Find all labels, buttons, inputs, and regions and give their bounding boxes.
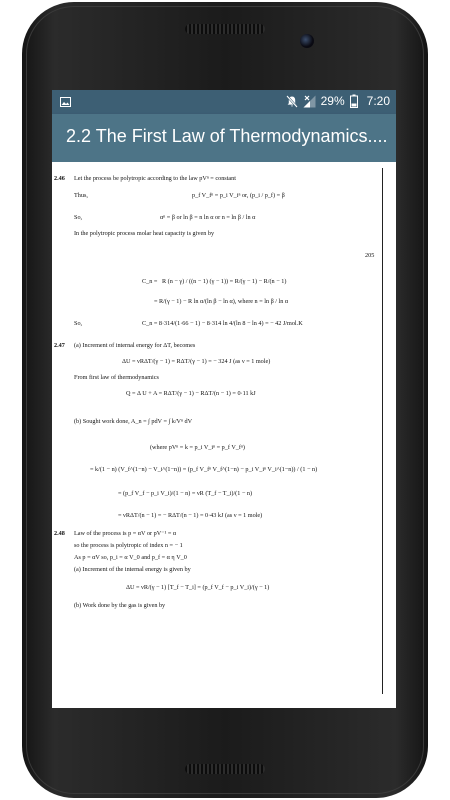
equation: αⁿ = β or ln β = n ln α or n = ln β / ln α — [160, 214, 256, 221]
signal-icon — [303, 95, 316, 108]
text-line: so the process is polytropic of index n = − 1 — [74, 542, 183, 549]
equation: = (p_f V_f − p_i V_i)/(1 − n) = νR (T_f − T_i)/(1 − n) — [118, 490, 253, 497]
status-bar — [52, 90, 396, 114]
top-speaker — [185, 24, 265, 34]
equation: = νRΔT/(n − 1) = − RΔT/(n − 1) = 0·43 kJ (as ν = 1 mole) — [118, 512, 263, 519]
battery-icon — [350, 94, 358, 108]
problem-number: 2.46 — [54, 175, 65, 182]
equation: ΔU = νR/(γ − 1) [T_f − T_i] = (p_f V_f − p_i V_i)/(γ − 1) — [126, 584, 270, 591]
text-line: (where pVⁿ = k = p_i V_iⁿ = p_f V_fⁿ) — [150, 444, 245, 451]
problem-number: 2.47 — [54, 342, 65, 349]
text-line: So, — [74, 320, 83, 327]
equation: ΔU = νRΔT/(γ − 1) = RΔT/(γ − 1) = − 324 J (as ν = 1 mole) — [122, 358, 271, 365]
image-icon — [60, 97, 71, 107]
text-line: Law of the process is p = αV or pV⁻¹ = α — [74, 530, 177, 537]
equation: C_n = 8·314/(1·66 − 1) − 8·314 ln 4/(ln 8 − ln 4) = − 42 J/mol.K — [142, 320, 303, 327]
problem-number: 2.48 — [54, 530, 65, 537]
text-line: As p = αV so, p_i = α V_0 and p_f = α η V_0 — [74, 554, 187, 561]
status-right — [286, 94, 390, 108]
equation: = k/(1 − n) (V_f^(1−n) − V_i^(1−n)) = (p_f V_fⁿ V_f^(1−n) − p_i V_iⁿ V_i^(1−n)) / (1 − n) — [90, 466, 318, 473]
text-line: From first law of thermodynamics — [74, 374, 159, 381]
text-line: (a) Increment of internal energy for ΔT, becomes — [74, 342, 196, 349]
screen — [52, 90, 396, 708]
page-edge-line — [382, 168, 383, 694]
page-title: 2.2 The First Law of Thermodynamics.... — [66, 126, 388, 146]
bottom-speaker — [185, 764, 265, 774]
battery-percent: 29% — [320, 94, 345, 108]
book-page — [54, 168, 386, 694]
text-line: (a) Increment of the internal energy is given by — [74, 566, 191, 573]
text-line: (b) Work done by the gas is given by — [74, 602, 166, 609]
text-line: Thus, — [74, 192, 88, 199]
equation: = R/(γ − 1) − R ln α/(ln β − ln α), where n = ln β / ln α — [154, 298, 289, 305]
text-line: Let the process be polytropic according to the law pVⁿ = constant — [74, 175, 236, 182]
equation-label: C_n = — [142, 278, 158, 285]
equation: R (n − γ) / ((n − 1) (γ − 1)) = R/(γ − 1) − R/(n − 1) — [162, 278, 287, 285]
app-bar — [52, 114, 396, 162]
clock: 7:20 — [366, 94, 390, 108]
front-camera — [300, 34, 314, 48]
text-line: In the polytropic process molar heat capacity is given by — [74, 230, 215, 237]
content-area[interactable] — [52, 162, 396, 708]
page-number: 205 — [365, 252, 375, 259]
text-line: (b) Sought work done, A_n = ∫ pdV = ∫ k/Vⁿ dV — [74, 418, 193, 425]
equation: p_f V_fⁿ = p_i V_iⁿ or, (p_i / p_f) = β — [192, 192, 285, 199]
text-line: So, — [74, 214, 83, 221]
equation: Q = Δ U + A = RΔT/(γ − 1) − RΔT/(n − 1) = 0·11 kJ — [126, 390, 256, 397]
mute-icon — [286, 95, 298, 108]
